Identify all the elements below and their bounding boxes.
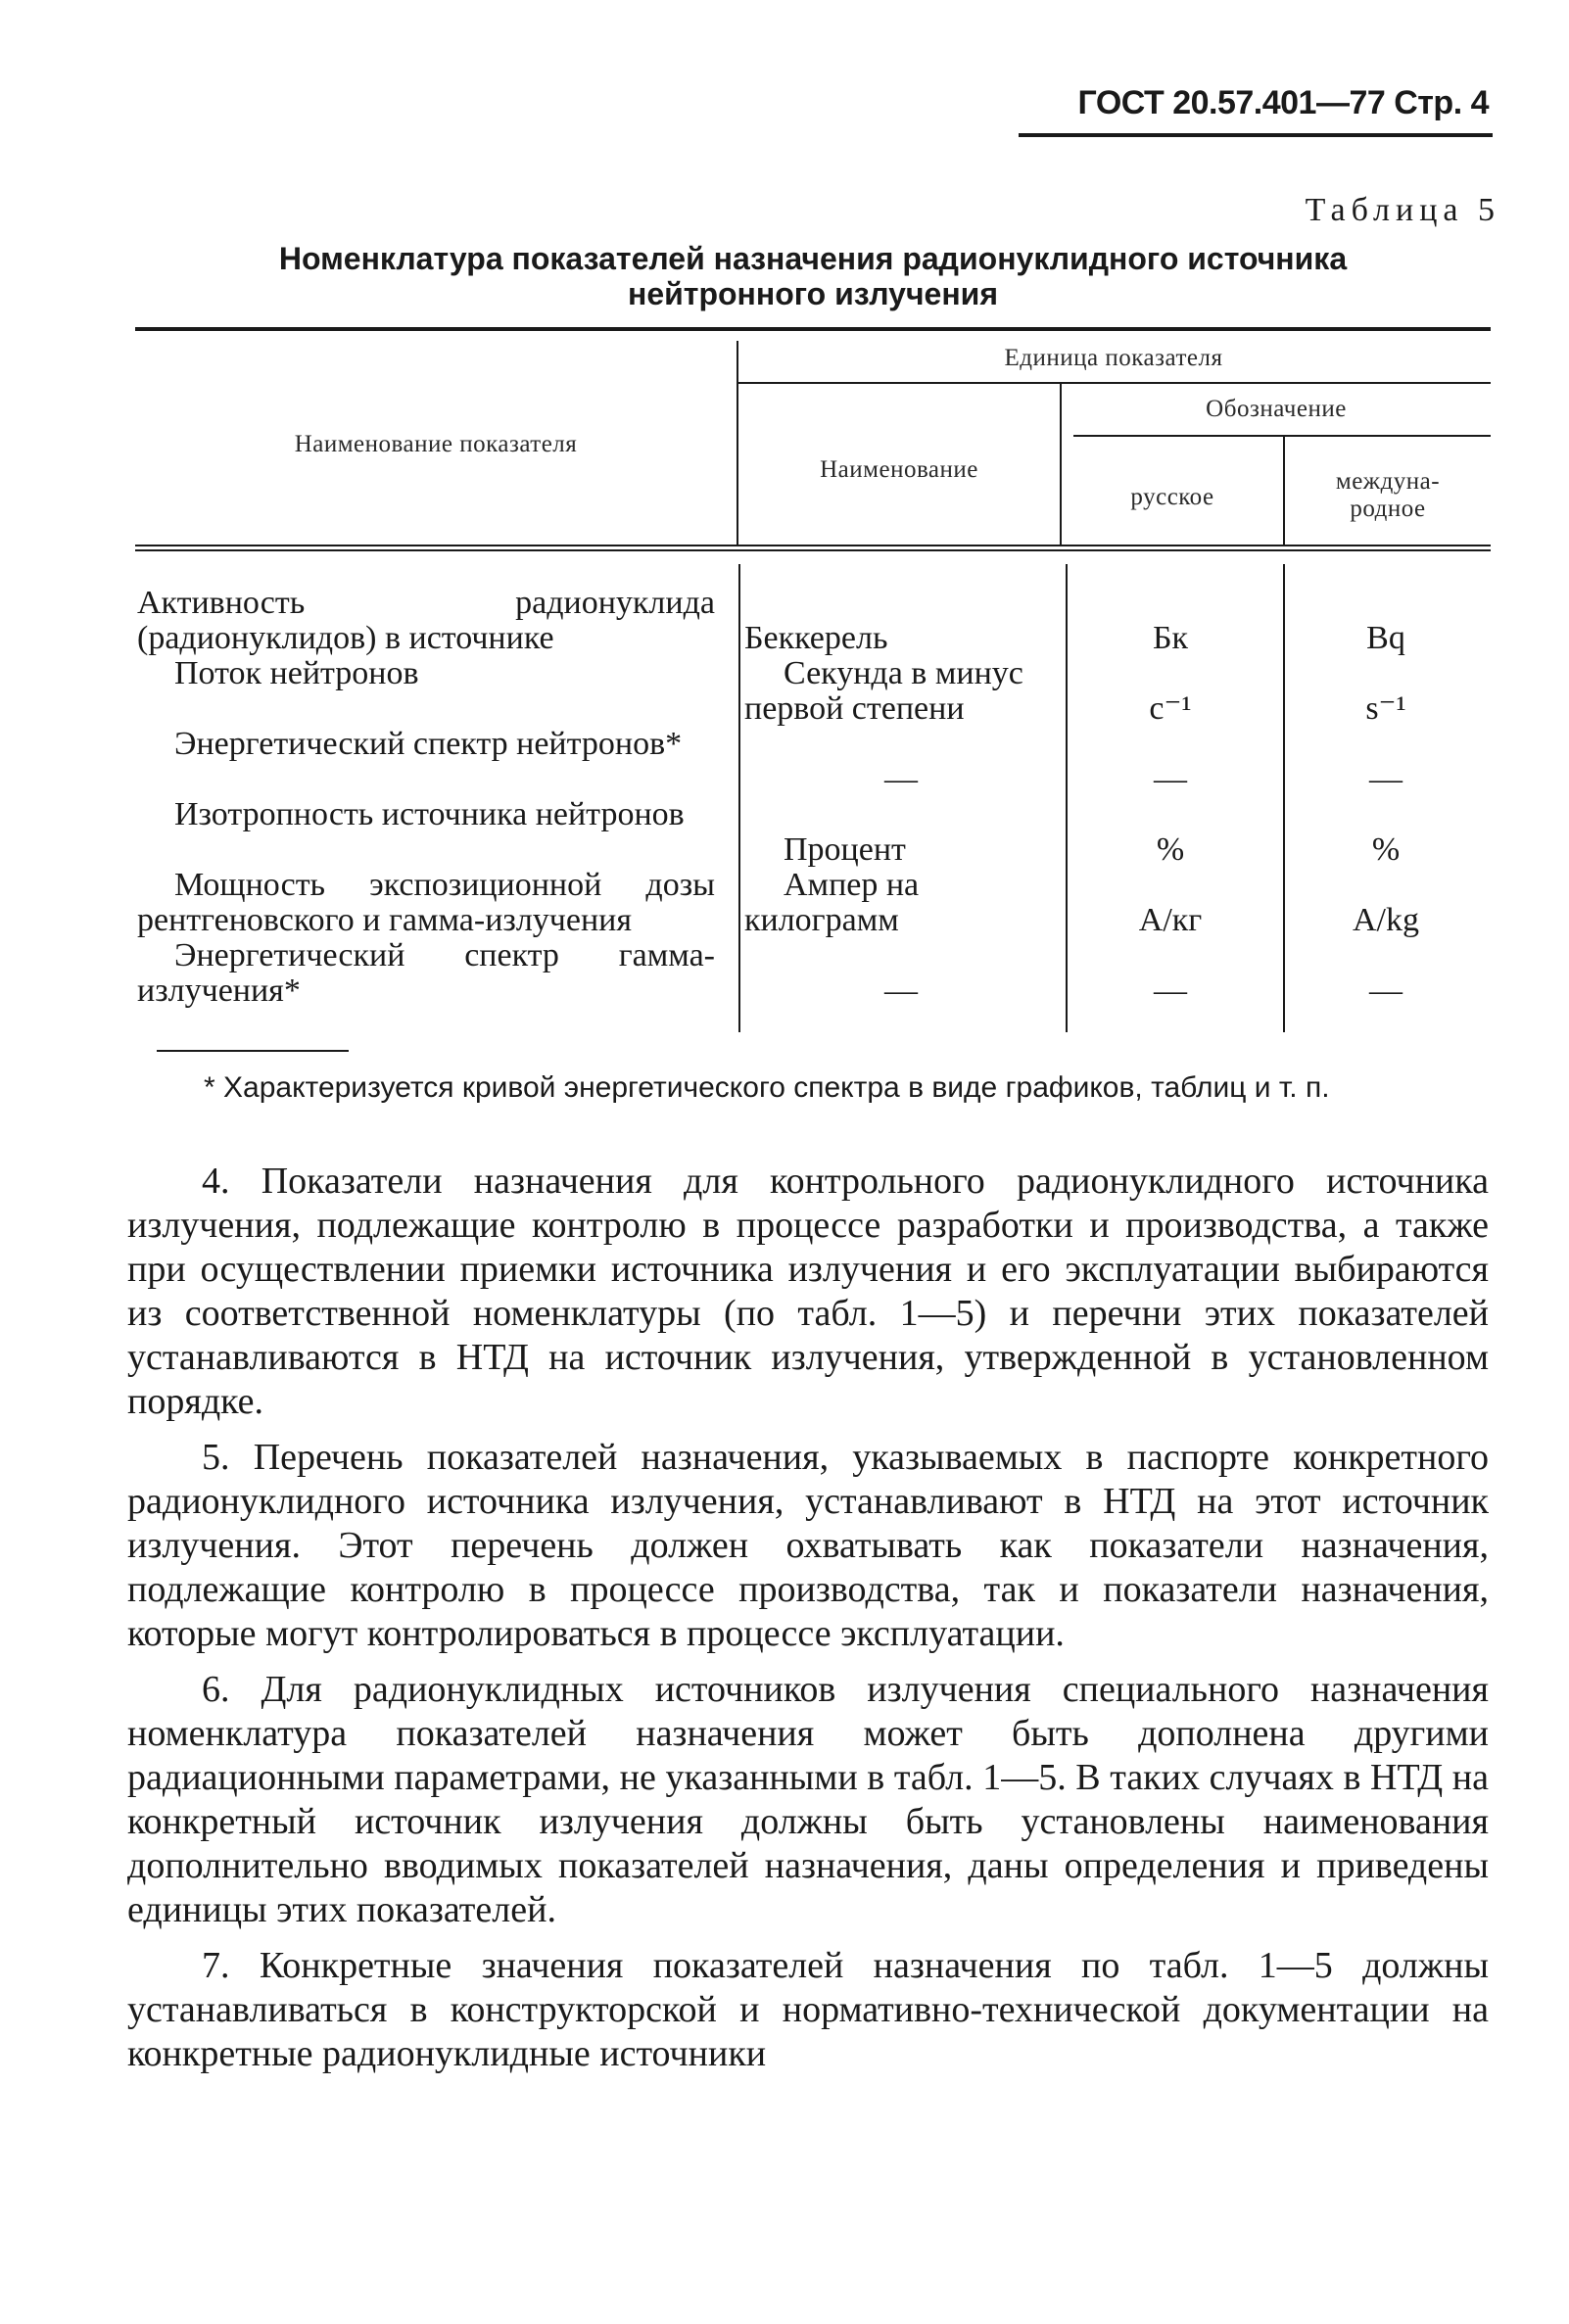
row-6-ru: — (1154, 972, 1187, 1009)
row-4-name: Изотропность источника нейтронов (174, 796, 685, 832)
row-4-unit: Процент (784, 831, 906, 868)
footnote-rule (157, 1050, 349, 1052)
th-russian: русское (1130, 484, 1214, 510)
paragraph-5: 5. Перечень показателей назначения, указываемых в паспорте конкретного радионуклидного источника излучения, устанавливают в НТД на этот источник излучения. Этот перечень должен охватывать как показатели назначения, подлежащие контролю в процессе производства, так и показатели назначения, которые могут контролироваться в процессе эксплуатации. (127, 1437, 1489, 1654)
col-divider-1-body (738, 564, 740, 1032)
table-title-line2: нейтронного излучения (627, 276, 998, 311)
row-3-ru: — (1154, 761, 1187, 797)
paragraph-4: 4. Показатели назначения для контрольного радионуклидного источника излучения, подлежащие контролю в процессе разработки и производства, а также при осуществлении приемки источника излучения и его эксплуатации выбираются из соответственной номенклатуры (по табл. 1—5) и перечни этих показателей устанавливаются в НТД на источник излучения, утвержденной в установленном порядке. (127, 1161, 1489, 1422)
row-5-int: А/kg (1353, 902, 1419, 938)
table-top-rule (135, 327, 1491, 331)
row-3-unit: — (884, 761, 918, 797)
paragraph-6: 6. Для радионуклидных источников излучения специального назначения номенклатура показателей назначения может быть дополнена другими радиационными параметрами, не указанными в табл. 1—5. В таких случаях в НТД на конкретный источник излучения должны быть установлены наименования дополнительно вводимых показателей назначения, даны определения и приведены единицы этих показателей. (127, 1669, 1489, 1930)
row-1-int: Bq (1366, 620, 1405, 656)
row-6-name: Энергетический спектр гамма-излучения* (137, 937, 715, 1009)
row-5-unit: Ампер на килограмм (744, 867, 920, 938)
table-title-line1: Номенклатура показателей назначения радионуклидного источника (278, 241, 1348, 276)
th-indicator-name: Наименование показателя (294, 431, 578, 457)
row-4-int: % (1371, 831, 1401, 868)
th-unit-name: Наименование (820, 456, 978, 483)
header-rule-unit (737, 382, 1491, 384)
row-1-name: Активность радионуклида (радионуклидов) в источнике (137, 585, 715, 656)
row-2-int: s⁻¹ (1365, 690, 1406, 727)
row-5-name: Мощность экспозиционной дозы рентгеновского и гамма-излучения (137, 867, 715, 938)
row-5-ru: А/кг (1138, 902, 1203, 938)
footnote: * Характеризуется кривой энергетического спектра в виде графиков, таблиц и т. п. (204, 1071, 1330, 1104)
header-bottom-rule-2 (135, 549, 1491, 551)
th-unit-group: Единица показателя (1004, 345, 1223, 371)
body-text (127, 1160, 1489, 2088)
th-international-line2: родное (1350, 496, 1426, 522)
row-4-ru: % (1156, 831, 1185, 868)
row-1-ru: Бк (1152, 620, 1189, 656)
row-2-ru: с⁻¹ (1149, 690, 1192, 727)
table-title (137, 241, 1489, 311)
header-rule (1019, 133, 1493, 137)
paragraph-7: 7. Конкретные значения показателей назначения по табл. 1—5 должны устанавливаться в конструкторской и нормативно-технической документации на конкретные радионуклидные источники (127, 1945, 1489, 2074)
page-header: ГОСТ 20.57.401—77 Стр. 4 (1077, 84, 1489, 121)
th-designation: Обозначение (1206, 396, 1347, 422)
row-3-int: — (1369, 761, 1403, 797)
row-2-unit: Секунда в минус первой степени (744, 655, 1023, 727)
table-label: Таблица 5 (1305, 192, 1500, 228)
row-6-unit: — (884, 972, 918, 1009)
row-2-name: Поток нейтронов (174, 655, 419, 691)
header-rule-designation (1073, 435, 1491, 437)
row-1-unit: Беккерель (744, 620, 888, 656)
header-bottom-rule (135, 545, 1491, 546)
row-3-name: Энергетический спектр нейтронов* (174, 726, 683, 762)
th-international (1285, 468, 1491, 523)
row-6-int: — (1369, 972, 1403, 1009)
th-international-line1: междуна- (1335, 468, 1441, 495)
